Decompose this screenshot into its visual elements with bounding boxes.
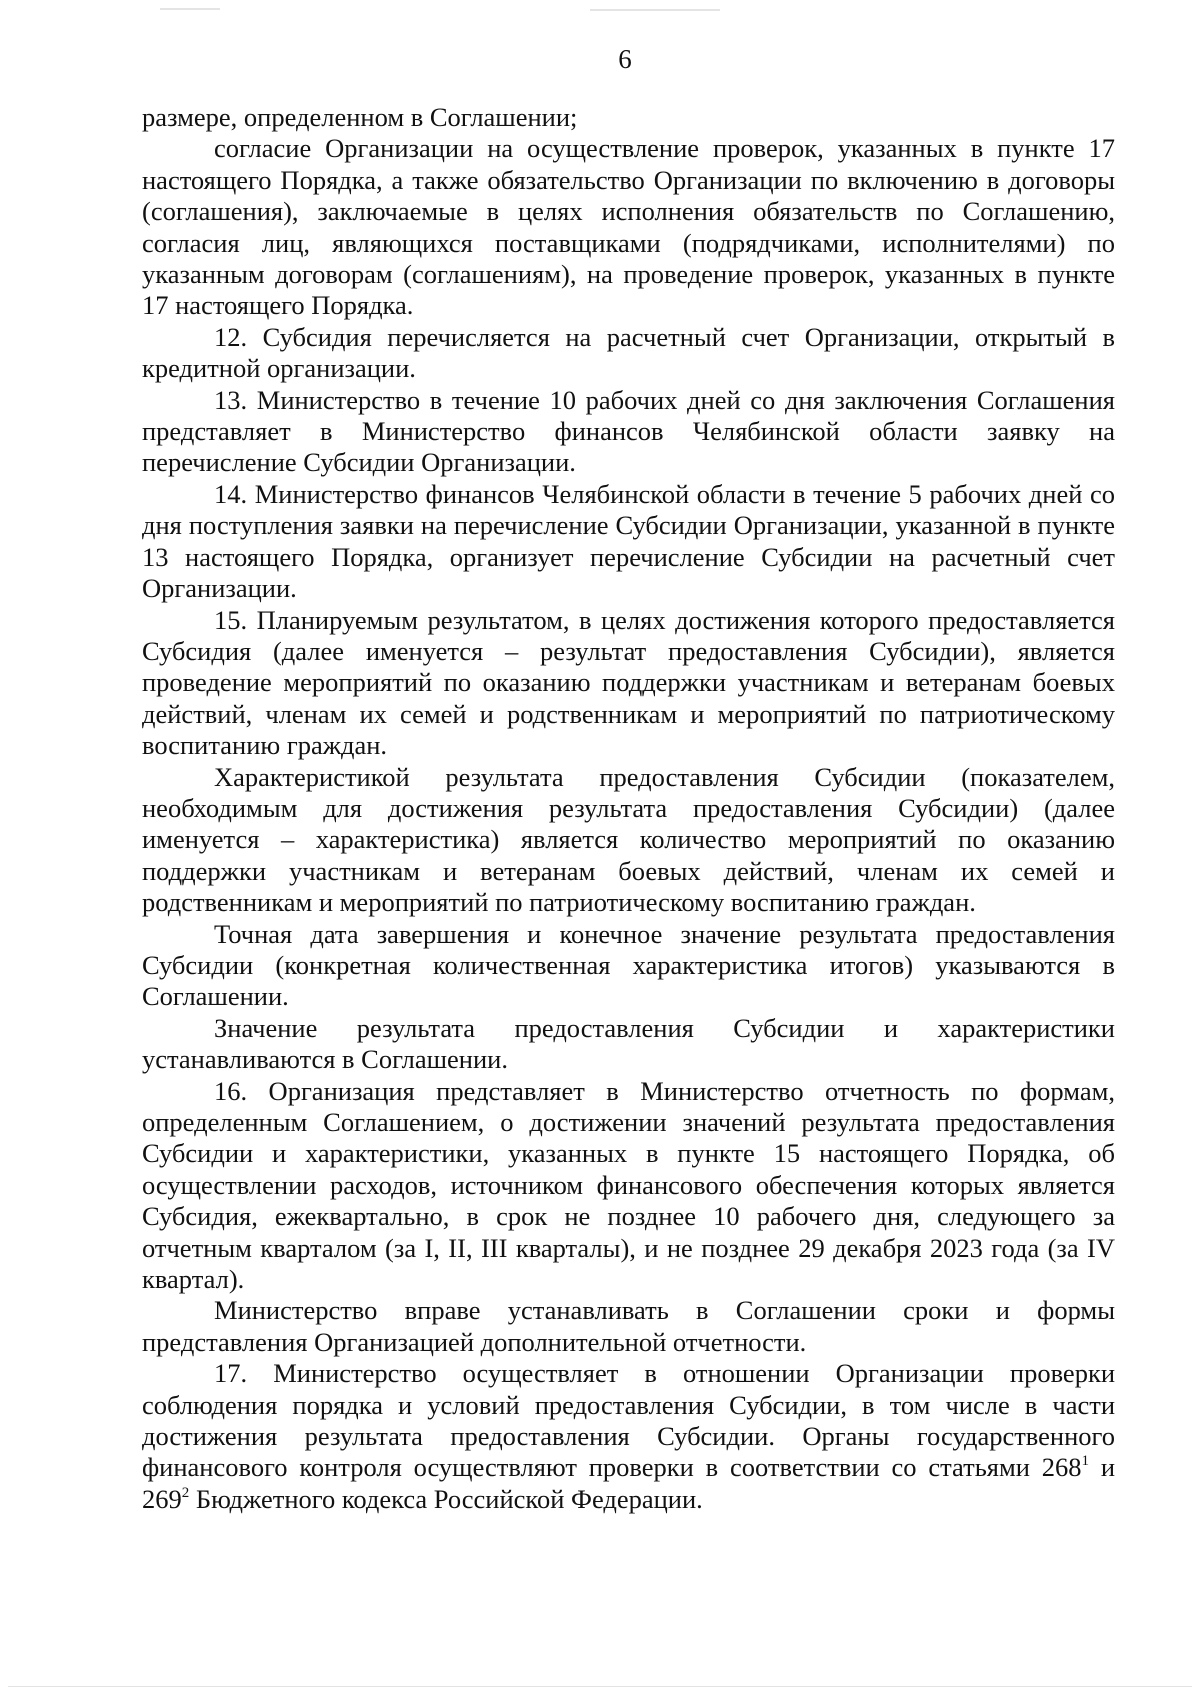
paragraph-17-text-c: Бюджетного кодекса Российской Федерации. — [189, 1483, 703, 1514]
document-body — [142, 102, 1115, 1515]
scan-artifact — [590, 9, 720, 11]
scan-artifact — [8, 1686, 1192, 1687]
scan-artifact — [160, 8, 220, 10]
paragraph-additional-reporting: Министерство вправе устанавливать в Соглашении сроки и формы представления Организацией дополнительной отчетности. — [142, 1295, 1115, 1357]
paragraph-16: 16. Организация представляет в Министерство отчетность по формам, определенным Соглашением, о достижении значений результата предоставления Субсидии и характеристики, указанных в пункте 15 настоящего Порядка, об осуществлении расходов, источником финансового обеспечения которых является Субсидия, ежеквартально, в срок не позднее 10 рабочего дня, следующего за отчетным кварталом (за I, II, III кварталы), и не позднее 29 декабря 2023 года (за IV квартал). — [142, 1075, 1115, 1295]
paragraph-consent: согласие Организации на осуществление проверок, указанных в пункте 17 настоящего Порядка, а также обязательство Организации по включению в договоры (соглашения), заключаемые в целях исполнения обязательств по Соглашению, согласия лиц, являющихся поставщиками (подрядчиками, исполнителями) по указанным договорам (соглашениям), на проведение проверок, указанных в пункте 17 настоящего Порядка. — [142, 133, 1115, 321]
page-number: 6 — [618, 44, 632, 74]
paragraph-17-text-a: 17. Министерство осуществляет в отношении Организации проверки соблюдения порядка и условий предоставления Субсидии, в том числе в части достижения результата предоставления Субсидии. Органы государственного финансового контроля осуществляют проверки в соответствии со статьями 268 — [142, 1358, 1115, 1483]
superscript-2: 2 — [181, 1484, 190, 1501]
paragraph-13: 13. Министерство в течение 10 рабочих дней со дня заключения Соглашения представляет в Министерство финансов Челябинской области заявку на перечисление Субсидии Организации. — [142, 384, 1115, 478]
paragraph-exact-date: Точная дата завершения и конечное значение результата предоставления Субсидии (конкретная количественная характеристика итогов) указываются в Соглашении. — [142, 918, 1115, 1012]
paragraph-characteristic: Характеристикой результата предоставления Субсидии (показателем, необходимым для достижения результата предоставления Субсидии) (далее именуется – характеристика) является количество мероприятий по оказанию поддержки участникам и ветеранам боевых действий, членам их семей и родственникам и мероприятий по патриотическому воспитанию граждан. — [142, 761, 1115, 918]
paragraph-continuation: размере, определенном в Соглашении; — [142, 102, 578, 132]
paragraph-12: 12. Субсидия перечисляется на расчетный счет Организации, открытый в кредитной организации. — [142, 321, 1115, 384]
paragraph-15: 15. Планируемым результатом, в целях достижения которого предоставляется Субсидия (далее именуется – результат предоставления Субсидии), является проведение мероприятий по оказанию поддержки участникам и ветеранам боевых действий, членам их семей и родственникам и мероприятий по патриотическому воспитанию граждан. — [142, 604, 1115, 761]
paragraph-17 — [142, 1358, 1115, 1515]
paragraph-17-text-b: и 269 — [142, 1452, 1115, 1514]
paragraph-14: 14. Министерство финансов Челябинской области в течение 5 рабочих дней со дня поступления заявки на перечисление Субсидии Организации, указанной в пункте 13 настоящего Порядка, организует перечисление Субсидии на расчетный счет Организации. — [142, 478, 1115, 604]
superscript-1: 1 — [1081, 1453, 1089, 1470]
paragraph-result-value: Значение результата предоставления Субсидии и характеристики устанавливаются в Соглашении. — [142, 1012, 1115, 1075]
